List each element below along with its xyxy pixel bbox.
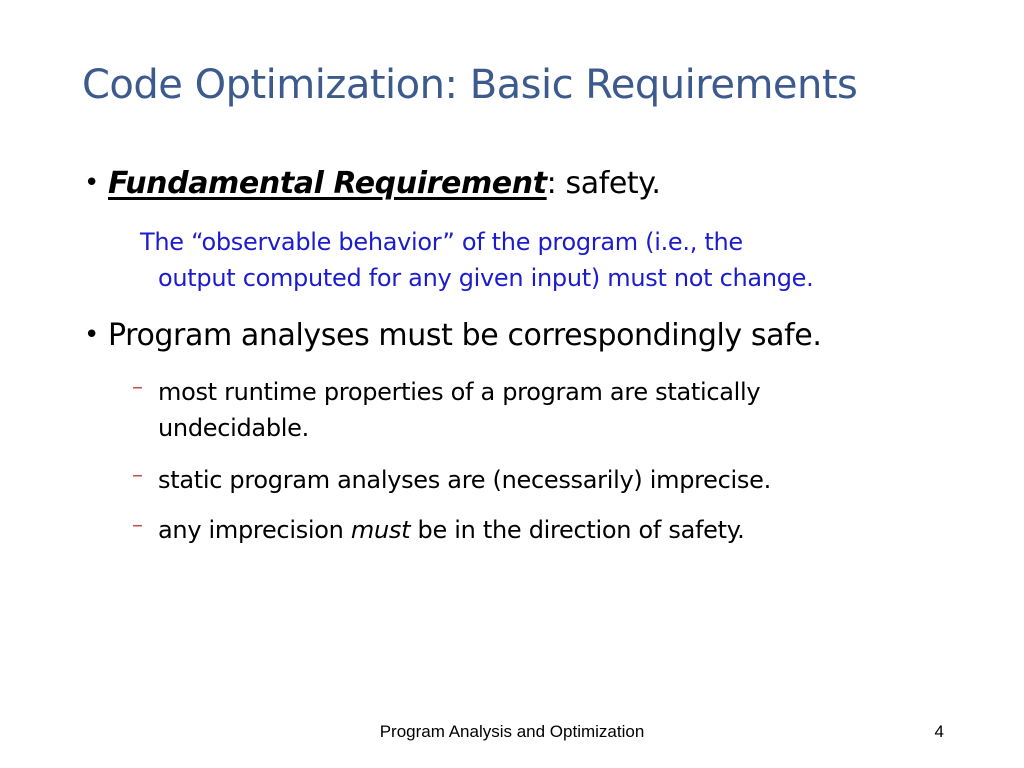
sub-bullet-dash: –: [132, 513, 143, 538]
fundamental-requirement-emphasis: Fundamental Requirement: [108, 166, 547, 201]
slide-title: Code Optimization: Basic Requirements: [82, 62, 858, 108]
fundamental-requirement-rest: : safety.: [546, 166, 661, 201]
bullet-program-analyses: Program analyses must be correspondingly safe.: [108, 318, 822, 353]
note-line-2: output computed for any given input) must not change.: [158, 264, 814, 292]
sub-bullet-dash: –: [132, 375, 143, 400]
sub-bullet-dash: –: [132, 463, 143, 488]
sub3-before: any imprecision: [158, 516, 351, 544]
bullet-marker: •: [84, 168, 100, 198]
sub3-after: be in the direction of safety.: [410, 516, 745, 544]
sub-bullet-imprecise: static program analyses are (necessarily) imprecise.: [158, 466, 771, 494]
observable-behavior-note: [140, 224, 813, 296]
bullet-fundamental-requirement: [108, 166, 661, 201]
sub-bullet-undecidable: [158, 374, 760, 446]
slide-footer: Program Analysis and Optimization: [379, 722, 645, 741]
bullet-marker: •: [84, 320, 100, 350]
sub3-emphasis: must: [350, 516, 411, 544]
note-line-1: The “observable behavior” of the program (i.e., the: [140, 228, 743, 256]
page-number: 4: [934, 722, 944, 741]
sub1-line-2: undecidable.: [158, 414, 309, 442]
sub-bullet-direction-of-safety: [158, 512, 745, 548]
sub1-line-1: most runtime properties of a program are statically: [158, 378, 761, 406]
